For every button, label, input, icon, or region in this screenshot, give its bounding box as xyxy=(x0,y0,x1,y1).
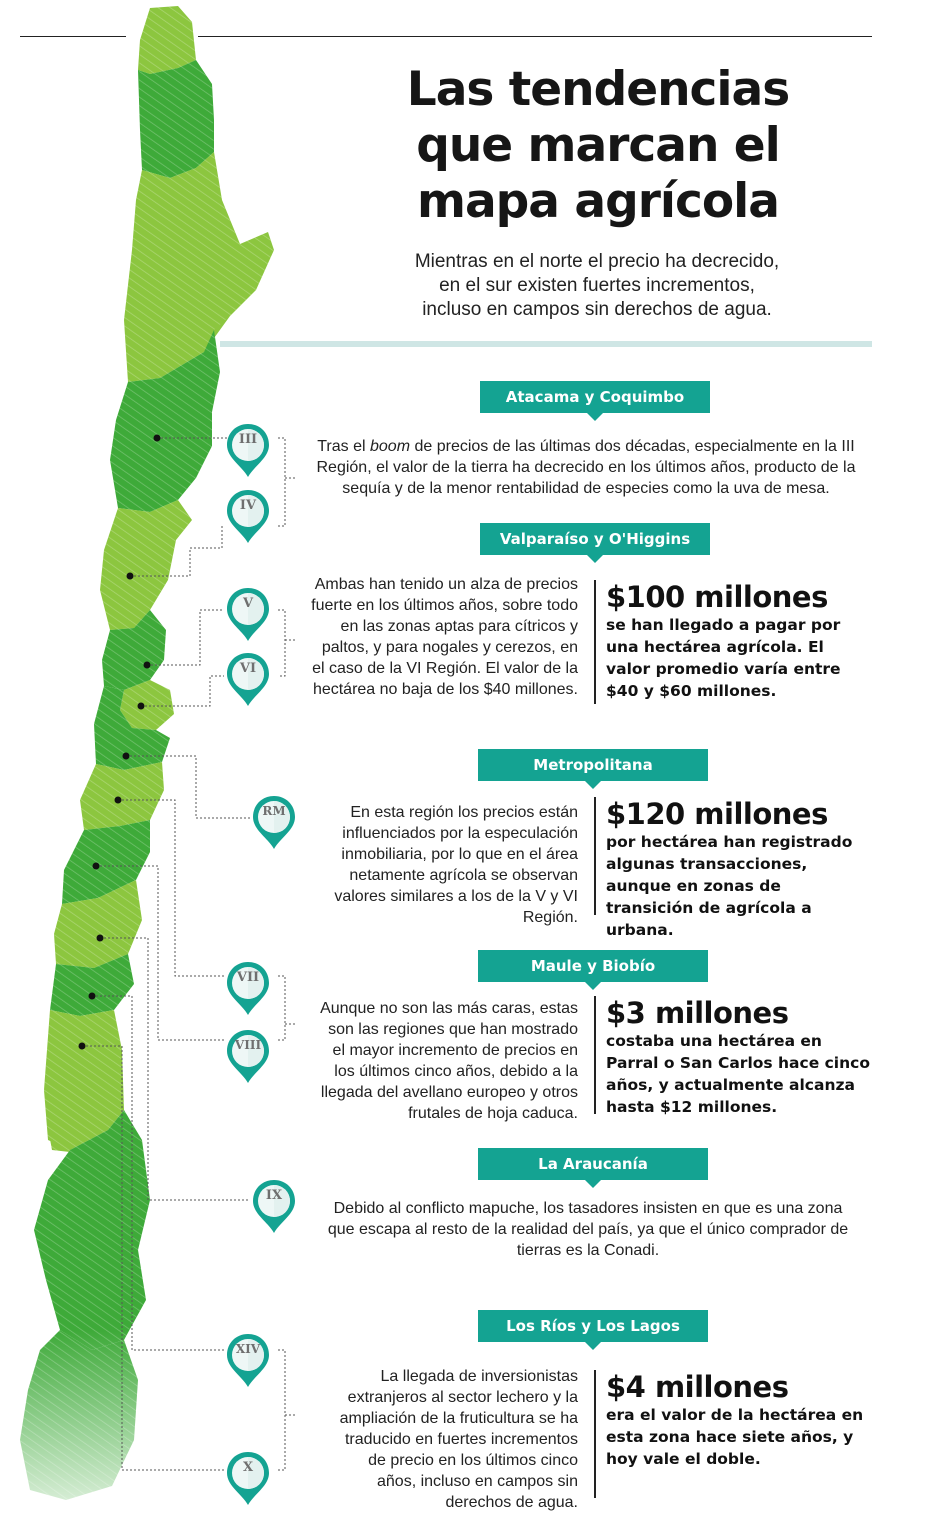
page-title xyxy=(378,62,818,230)
stat-value: $100 millones xyxy=(606,580,828,614)
section-label-valparaiso-ohiggins: Valparaíso y O'Higgins xyxy=(480,523,710,555)
section-text-valparaiso-ohiggins: Ambas han tenido un alza de precios fuerte en los últimos años, sobre todo en las zonas aptas para cítricos y paltos, y para nogales y cerezos, en el caso de la VI Región. El valor de la hectárea no baja de los $40 millones. xyxy=(311,576,578,698)
pin-iv xyxy=(224,488,272,544)
pin-x xyxy=(224,1450,272,1506)
subtitle-line: incluso en campos sin derechos de agua. xyxy=(422,299,772,320)
pin-iii xyxy=(224,422,272,478)
section-label-los-rios-los-lagos: Los Ríos y Los Lagos xyxy=(478,1310,708,1342)
section-text-maule-biobio: Aunque no son las más caras, estas son las regiones que han mostrado el mayor incremento de precios en los últimos cinco años, debido a la llegada del avellano europeo y otros frutales de hoja caduca. xyxy=(320,1000,578,1122)
map-pin-icon xyxy=(250,794,298,850)
pin-label: IX xyxy=(265,1188,283,1203)
pin-label: X xyxy=(242,1460,254,1475)
subtitle-line: en el sur existen fuertes incrementos, xyxy=(439,275,755,296)
text-run: Tras el xyxy=(317,438,370,455)
pin-viii xyxy=(224,1028,272,1084)
stat-value: $120 millones xyxy=(606,797,828,831)
title-line: Las tendencias xyxy=(406,62,790,117)
map-pin-icon xyxy=(224,422,272,478)
stat-description: por hectárea han registrado algunas transacciones, aunque en zonas de transición de agrícola a urbana. xyxy=(606,833,853,939)
pin-label: VIII xyxy=(234,1038,262,1052)
map-pin-icon xyxy=(250,1178,298,1234)
section-label-metropolitana: Metropolitana xyxy=(478,749,708,781)
page-subtitle xyxy=(392,250,802,322)
pin-label: IV xyxy=(239,498,257,513)
pin-v xyxy=(224,586,272,642)
title-line: mapa agrícola xyxy=(416,174,780,229)
stat-description: costaba una hectárea en Parral o San Carlos hace cinco años, y actualmente alcanza hasta $12 millones. xyxy=(606,1032,870,1116)
section-text-atacama-coquimbo xyxy=(306,436,866,499)
pin-label: V xyxy=(242,596,254,611)
stat-value: $3 millones xyxy=(606,996,789,1030)
stat-description: era el valor de la hectárea en esta zona hace siete años, y hoy vale el doble. xyxy=(606,1406,864,1468)
section-label-maule-biobio: Maule y Biobío xyxy=(478,950,708,982)
pin-label: XIV xyxy=(235,1342,261,1356)
map-pin-icon xyxy=(224,586,272,642)
pin-vi xyxy=(224,651,272,707)
text-run-italic: boom xyxy=(370,438,411,455)
pin-rm xyxy=(250,794,298,850)
stat-value: $4 millones xyxy=(606,1370,789,1404)
pin-ix xyxy=(250,1178,298,1234)
section-text-los-rios-los-lagos: La llegada de inversionistas extranjeros al sector lechero y la ampliación de la fruticultura se ha traducido en fuertes incrementos de precio en los últimos cinco años, incluso en campos sin derechos de agua. xyxy=(339,1368,578,1511)
title-divider xyxy=(220,341,872,347)
map-pin-icon xyxy=(224,1028,272,1084)
stat-description: se han llegado a pagar por una hectárea agrícola. El valor promedio varía entre $40 y $60 millones. xyxy=(606,616,841,700)
map-pin-icon xyxy=(224,488,272,544)
pin-vii xyxy=(224,960,272,1016)
pin-label: RM xyxy=(262,804,286,818)
title-line: que marcan el xyxy=(416,118,780,173)
pin-label: VI xyxy=(239,661,257,676)
pin-label: III xyxy=(238,432,258,447)
map-pin-icon xyxy=(224,1332,272,1388)
stat-box-valparaiso-ohiggins xyxy=(594,580,871,704)
section-label-araucania: La Araucanía xyxy=(478,1148,708,1180)
subtitle-line: Mientras en el norte el precio ha decrecido, xyxy=(414,251,780,272)
map-pin-icon xyxy=(224,1450,272,1506)
stat-box-metropolitana xyxy=(594,797,871,939)
stat-box-maule-biobio xyxy=(594,996,876,1114)
stat-box-los-rios-los-lagos xyxy=(594,1370,868,1498)
pin-xiv xyxy=(224,1332,272,1388)
pin-label: VII xyxy=(236,970,260,985)
map-pin-icon xyxy=(224,960,272,1016)
section-text-araucania: Debido al conflicto mapuche, los tasadores insisten en que es una zona que escapa al resto de la realidad del país, ya que el único comprador de tierras es la Conadi. xyxy=(327,1200,849,1259)
map-pin-icon xyxy=(224,651,272,707)
text-run: de precios de las últimas dos décadas, especialmente en la III Región, el valor de la tierra ha decrecido en los últimos años, producto de la sequía y de la menor rentabilidad de especies como la uva de mesa. xyxy=(316,438,856,497)
section-label-atacama-coquimbo: Atacama y Coquimbo xyxy=(480,381,710,413)
section-text-metropolitana: En esta región los precios están influenciados por la especulación inmobiliaria, por lo que en el área netamente agrícola se observan valores similares a los de la V y VI Región. xyxy=(334,804,578,926)
